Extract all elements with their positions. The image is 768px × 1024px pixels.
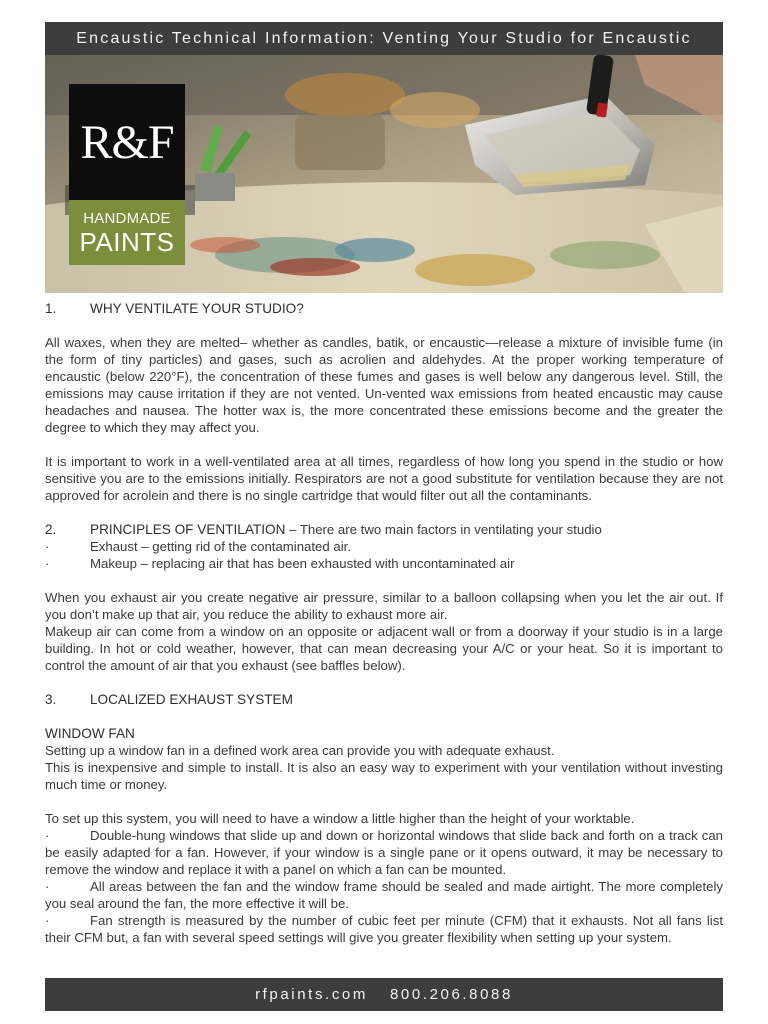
list-item <box>45 555 723 572</box>
section-2-number: 2. <box>45 522 57 537</box>
list-item <box>45 827 723 878</box>
section-1-title: WHY VENTILATE YOUR STUDIO? <box>90 301 304 316</box>
section-3-number: 3. <box>45 692 57 707</box>
logo-line-1: HANDMADE <box>83 209 171 227</box>
section-2-title: PRINCIPLES OF VENTILATION <box>90 522 286 537</box>
footer-website: rfpaints.com <box>255 986 368 1003</box>
list-item-text: Double-hung windows that slide up and down or horizontal windows that slide back and forth on a track can be easily adapted for a fan. However, if your window is a single pane or it opens outward, it may be necessary to remove the window and replace it with a panel on which a fan can be mounted. <box>45 828 723 877</box>
document-body <box>45 300 723 946</box>
list-item <box>45 878 723 912</box>
bullet-icon: · <box>45 556 50 571</box>
logo-line-2: PAINTS <box>79 226 175 257</box>
list-item-text: Exhaust – getting rid of the contaminated air. <box>90 539 351 554</box>
section-1-paragraph-1: All waxes, when they are melted– whether as candles, batik, or encaustic—release a mixture of invisible fume (in the form of tiny particles) and gases, such as acrolien and aldehydes. At the proper working temperature of encaustic (below 220°F), the concentration of these fumes and gases is well below any dangerous level. Still, the emissions may cause irritation if they are not vented. Un-vented wax emissions from heated encaustic may cause headaches and nausea. The hotter wax is, the more concentrated these emissions become and the greater the degree to which they may affect you. <box>45 335 723 435</box>
section-3-title: LOCALIZED EXHAUST SYSTEM <box>90 692 293 707</box>
section-1-paragraph-2: It is important to work in a well-ventilated area at all times, regardless of how long you spend in the studio or how sensitive you are to the emissions initially. Respirators are not a good substitute for ventilation because they are not approved for acrolein and there is no single cartridge that would filter out all the contaminants. <box>45 454 723 503</box>
section-2-paragraph-2: Makeup air can come from a window on an opposite or adjacent wall or from a doorway if your studio is in a large building. In hot or cold weather, however, that can mean decreasing your A/C or your heat. So it is important to control the amount of air that you exhaust (see baffles below). <box>45 624 723 673</box>
bullet-icon: · <box>45 879 50 894</box>
list-item-text: All areas between the fan and the window frame should be sealed and made airtight. The more completely you seal around the fan, the more effective it will be. <box>45 879 723 911</box>
section-2-paragraph-1: When you exhaust air you create negative air pressure, similar to a balloon collapsing when you let the air out. If you don’t make up that air, you reduce the ability to exhaust more air. <box>45 590 723 622</box>
page-title: Encaustic Technical Information: Venting Your Studio for Encaustic <box>76 29 692 47</box>
brand-logo <box>69 84 185 200</box>
list-item <box>45 912 723 946</box>
section-3-paragraph-2: This is inexpensive and simple to install. It is also an easy way to experiment with your ventilation without investing much time or money. <box>45 760 723 792</box>
list-item-text: Fan strength is measured by the number of cubic feet per minute (CFM) that it exhausts. Not all fans list their CFM but, a fan with several speed settings will give you greater flexibility when setting up your system. <box>45 913 723 945</box>
section-3-paragraph-3: To set up this system, you will need to have a window a little higher than the height of your worktable. <box>45 811 635 826</box>
brand-logo-tagline <box>69 200 185 265</box>
section-1-number: 1. <box>45 301 57 316</box>
section-1-heading <box>45 300 723 317</box>
footer-phone: 800.206.8088 <box>389 986 513 1003</box>
section-2-heading <box>45 521 723 538</box>
bullet-icon: · <box>45 828 50 843</box>
section-3-subheading: WINDOW FAN <box>45 726 135 741</box>
bullet-icon: · <box>45 539 50 554</box>
page-title-bar <box>45 22 723 55</box>
section-3-paragraph-1: Setting up a window fan in a defined work area can provide you with adequate exhaust. <box>45 743 555 758</box>
section-2-title-rest: – There are two main factors in ventilating your studio <box>285 522 602 537</box>
brand-logo-text: R&F <box>80 115 174 169</box>
list-item <box>45 538 723 555</box>
list-item-text: Makeup – replacing air that has been exhausted with uncontaminated air <box>90 556 515 571</box>
section-3-heading <box>45 691 723 708</box>
footer-bar <box>45 978 723 1011</box>
bullet-icon: · <box>45 913 50 928</box>
